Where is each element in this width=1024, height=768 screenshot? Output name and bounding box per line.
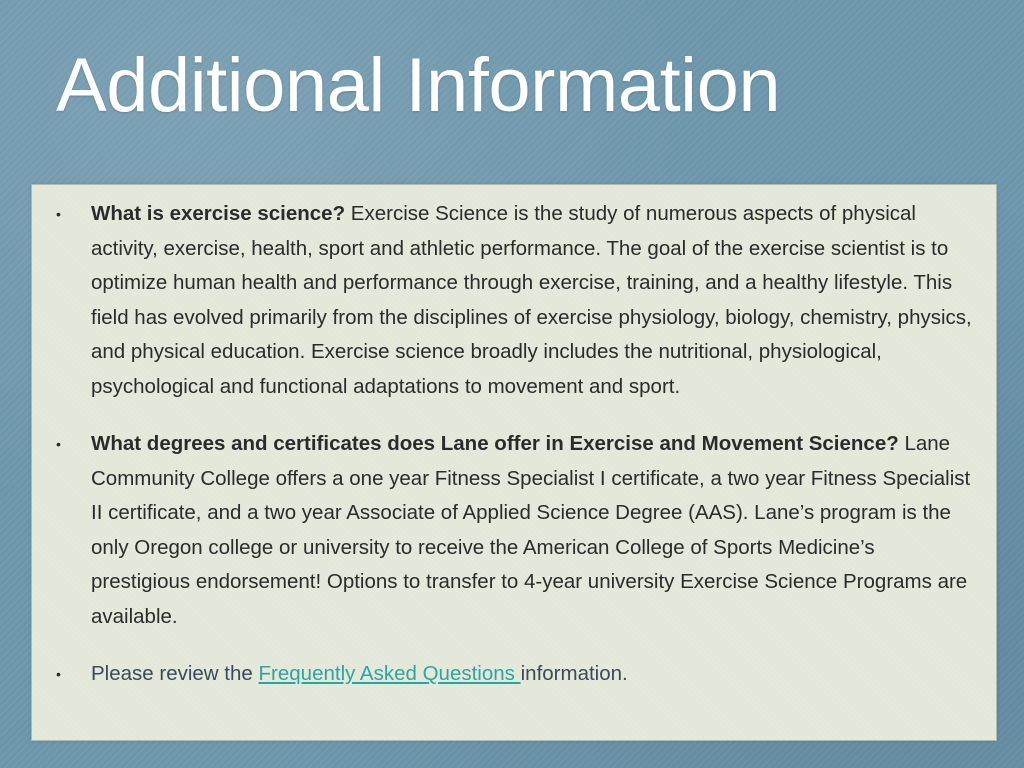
faq-link[interactable]: Frequently Asked Questions xyxy=(258,662,521,685)
bullet-dot: • xyxy=(56,666,61,682)
bullet-item-exercise-science xyxy=(0,197,1024,404)
answer-degrees: Lane Community College offers a one year Fitness Specialist I certificate, a two year Fitness Specialist II certificate, and a two year Associate of Applied Science Degree (AAS). Lane’s program is the only Oregon college or university to receive the American College of Sports Medicine’s prestigious endorsement! Options to transfer to 4-year university Exercise Science Programs are available. xyxy=(91,432,971,628)
faq-prefix-text: Please review the xyxy=(91,662,259,685)
answer-exercise-science: Exercise Science is the study of numerous aspects of physical activity, exercise, health, sport and athletic performance. The goal of the exercise scientist is to optimize human health and performance through exercise, training, and a healthy lifestyle. This field has evolved primarily from the disciplines of exercise physiology, biology, chemistry, physics, and physical education. Exercise science broadly includes the nutritional, physiological, psychological and functional adaptations to movement and sport. xyxy=(91,202,972,398)
bullet-dot: • xyxy=(56,436,61,452)
bullet-item-faq xyxy=(0,657,1024,692)
faq-suffix-text: information. xyxy=(520,662,628,685)
slide-title: Additional Information xyxy=(56,43,781,128)
question-exercise-science: What is exercise science? xyxy=(91,202,346,225)
bullet-list xyxy=(0,197,1024,692)
bullet-dot: • xyxy=(56,206,61,222)
bullet-item-degrees xyxy=(0,427,1024,634)
question-degrees: What degrees and certificates does Lane offer in Exercise and Movement Science? xyxy=(91,432,899,455)
